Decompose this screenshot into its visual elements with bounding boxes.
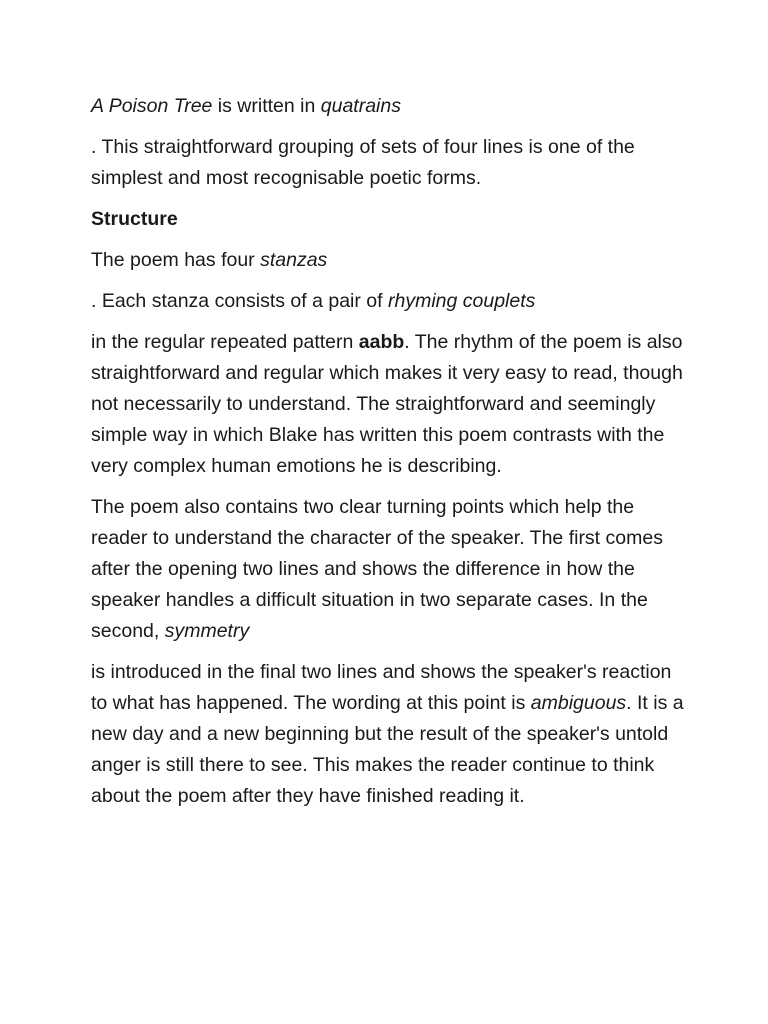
paragraph-final-lines	[91, 657, 691, 812]
paragraph-stanzas	[91, 245, 691, 276]
heading-text: Structure	[91, 208, 178, 230]
paragraph-text: . Each stanza consists of a pair of	[91, 290, 388, 312]
paragraph-text: in the regular repeated pattern	[91, 331, 359, 353]
paragraph-turning-points	[91, 492, 691, 647]
paragraph-text: is written in	[212, 95, 321, 117]
term-quatrains: quatrains	[320, 95, 401, 117]
term-symmetry: symmetry	[164, 620, 250, 642]
term-ambiguous: ambiguous	[530, 692, 627, 714]
paragraph-couplets	[91, 286, 691, 317]
poem-title: A Poison Tree	[91, 95, 213, 117]
term-stanzas: stanzas	[260, 249, 328, 271]
paragraph-text: The poem has four	[91, 249, 261, 271]
paragraph-text: . The rhythm of the poem is also straightforward and regular which makes it very easy to read, though not necessarily to understand. The straightforward and seemingly simple way in which Blake has written this poem contrasts with the very complex human emotions he is describing.	[91, 331, 683, 477]
paragraph-text: is introduced in the final two lines and shows the speaker's reaction to what has happened. The wording at this point is	[91, 661, 672, 714]
document-body	[91, 91, 691, 822]
paragraph-text: . It is a new day and a new beginning but the result of the speaker's untold anger is still there to see. This makes the reader continue to think about the poem after they have finished reading it.	[91, 692, 684, 807]
section-heading-structure	[91, 204, 691, 235]
paragraph-rhyme-pattern	[91, 327, 691, 482]
paragraph-intro	[91, 91, 691, 122]
paragraph-text: . This straightforward grouping of sets of four lines is one of the simplest and most recognisable poetic forms.	[91, 136, 635, 189]
term-rhyming-couplets: rhyming couplets	[388, 290, 536, 312]
paragraph-text: The poem also contains two clear turning points which help the reader to understand the character of the speaker. The first comes after the opening two lines and shows the difference in how the speaker handles a difficult situation in two separate cases. In the second,	[91, 496, 663, 642]
rhyme-pattern: aabb	[358, 331, 405, 353]
paragraph-quatrains-explanation	[91, 132, 691, 194]
